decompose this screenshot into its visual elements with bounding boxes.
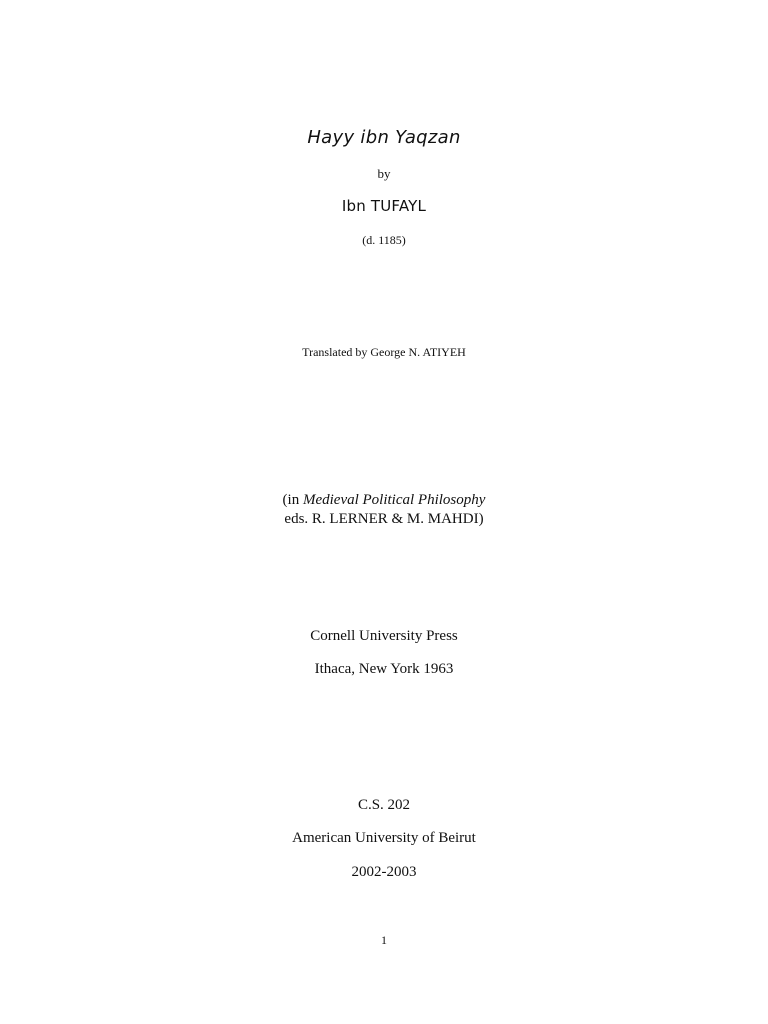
source-prefix: (in [282, 492, 303, 508]
source-line [0, 492, 768, 509]
university-name: American University of Beirut [292, 830, 476, 846]
by-label: by [377, 166, 391, 181]
translator-credit: Translated by George N. ATIYEH [302, 345, 466, 359]
publication-place-year: Ithaca, New York 1963 [314, 661, 454, 677]
source-book-title: Medieval Political Philosophy [302, 492, 486, 508]
academic-year: 2002-2003 [351, 864, 417, 880]
page-number: 1 [381, 933, 387, 947]
author-name: Ibn TUFAYL [341, 197, 427, 215]
publisher: Cornell University Press [310, 628, 458, 644]
course-code: C.S. 202 [357, 797, 411, 813]
author-dates: (d. 1185) [362, 233, 406, 247]
source-editors: eds. R. LERNER & M. MAHDI) [284, 511, 484, 527]
document-title: Hayy ibn Yaqzan [307, 127, 461, 148]
